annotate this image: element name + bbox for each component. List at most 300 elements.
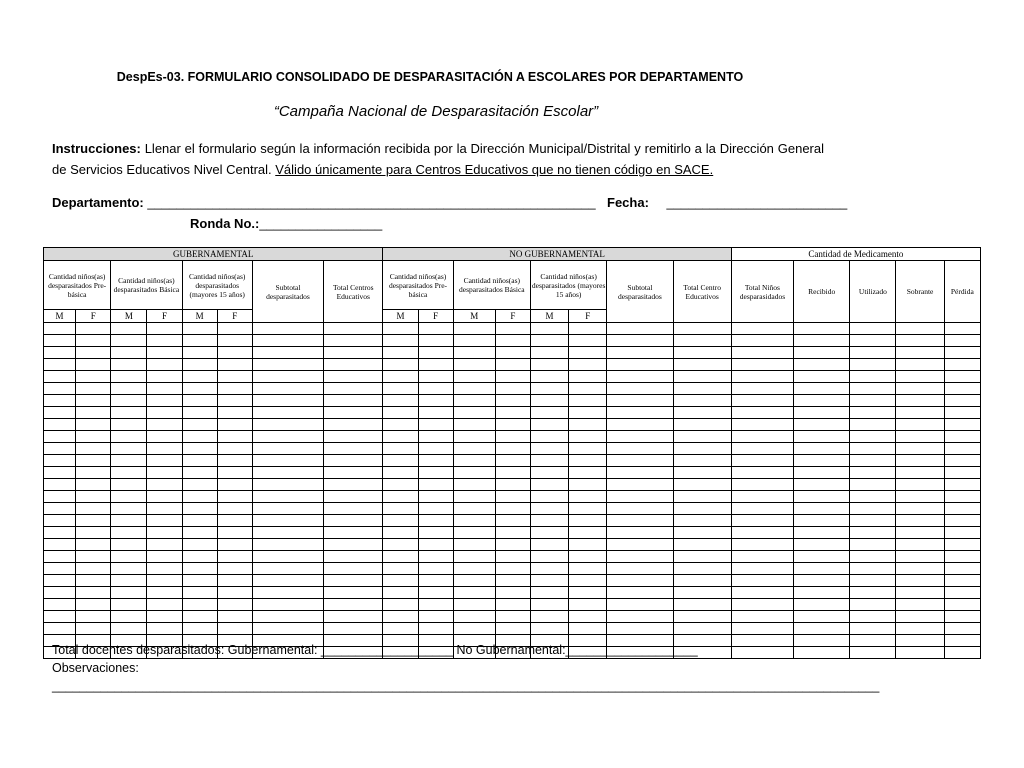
- table-cell[interactable]: [495, 467, 530, 479]
- table-cell[interactable]: [731, 587, 793, 599]
- table-cell[interactable]: [673, 491, 731, 503]
- table-cell[interactable]: [896, 611, 944, 623]
- table-cell[interactable]: [944, 551, 980, 563]
- table-cell[interactable]: [673, 395, 731, 407]
- table-cell[interactable]: [495, 335, 530, 347]
- table-cell[interactable]: [217, 335, 252, 347]
- table-cell[interactable]: [673, 599, 731, 611]
- table-cell[interactable]: [383, 587, 418, 599]
- table-cell[interactable]: [418, 611, 453, 623]
- table-cell[interactable]: [794, 431, 850, 443]
- table-cell[interactable]: [530, 407, 568, 419]
- table-cell[interactable]: [569, 467, 607, 479]
- table-cell[interactable]: [76, 491, 111, 503]
- table-cell[interactable]: [76, 575, 111, 587]
- table-cell[interactable]: [217, 479, 252, 491]
- table-cell[interactable]: [731, 347, 793, 359]
- table-cell[interactable]: [147, 419, 182, 431]
- table-cell[interactable]: [453, 575, 495, 587]
- table-cell[interactable]: [731, 503, 793, 515]
- table-cell[interactable]: [569, 479, 607, 491]
- table-cell[interactable]: [944, 611, 980, 623]
- table-cell[interactable]: [217, 599, 252, 611]
- table-cell[interactable]: [453, 587, 495, 599]
- table-cell[interactable]: [111, 539, 147, 551]
- table-cell[interactable]: [44, 599, 76, 611]
- table-cell[interactable]: [217, 575, 252, 587]
- table-cell[interactable]: [453, 515, 495, 527]
- table-cell[interactable]: [453, 347, 495, 359]
- table-cell[interactable]: [418, 467, 453, 479]
- table-cell[interactable]: [111, 407, 147, 419]
- table-cell[interactable]: [147, 431, 182, 443]
- table-cell[interactable]: [324, 443, 383, 455]
- table-cell[interactable]: [111, 599, 147, 611]
- table-cell[interactable]: [569, 587, 607, 599]
- table-cell[interactable]: [673, 383, 731, 395]
- table-cell[interactable]: [569, 491, 607, 503]
- table-cell[interactable]: [182, 347, 217, 359]
- table-cell[interactable]: [607, 515, 673, 527]
- table-cell[interactable]: [252, 599, 323, 611]
- table-cell[interactable]: [418, 443, 453, 455]
- table-cell[interactable]: [607, 359, 673, 371]
- table-cell[interactable]: [530, 371, 568, 383]
- table-cell[interactable]: [530, 395, 568, 407]
- table-cell[interactable]: [76, 551, 111, 563]
- table-cell[interactable]: [418, 419, 453, 431]
- table-cell[interactable]: [944, 527, 980, 539]
- table-cell[interactable]: [944, 563, 980, 575]
- table-cell[interactable]: [252, 431, 323, 443]
- table-cell[interactable]: [453, 407, 495, 419]
- table-cell[interactable]: [453, 467, 495, 479]
- table-cell[interactable]: [76, 563, 111, 575]
- table-cell[interactable]: [418, 431, 453, 443]
- table-cell[interactable]: [530, 587, 568, 599]
- table-cell[interactable]: [147, 515, 182, 527]
- table-cell[interactable]: [217, 419, 252, 431]
- table-cell[interactable]: [383, 539, 418, 551]
- table-cell[interactable]: [44, 407, 76, 419]
- table-cell[interactable]: [850, 563, 896, 575]
- table-cell[interactable]: [252, 563, 323, 575]
- table-cell[interactable]: [495, 347, 530, 359]
- table-cell[interactable]: [182, 479, 217, 491]
- table-cell[interactable]: [44, 611, 76, 623]
- table-cell[interactable]: [383, 527, 418, 539]
- table-cell[interactable]: [530, 575, 568, 587]
- table-cell[interactable]: [896, 635, 944, 647]
- table-cell[interactable]: [607, 623, 673, 635]
- table-cell[interactable]: [182, 527, 217, 539]
- table-cell[interactable]: [495, 479, 530, 491]
- table-cell[interactable]: [383, 479, 418, 491]
- table-cell[interactable]: [607, 479, 673, 491]
- table-cell[interactable]: [673, 431, 731, 443]
- table-cell[interactable]: [111, 551, 147, 563]
- table-cell[interactable]: [182, 587, 217, 599]
- table-cell[interactable]: [530, 455, 568, 467]
- table-cell[interactable]: [569, 431, 607, 443]
- table-cell[interactable]: [76, 623, 111, 635]
- table-cell[interactable]: [76, 515, 111, 527]
- table-cell[interactable]: [252, 611, 323, 623]
- table-cell[interactable]: [182, 515, 217, 527]
- table-cell[interactable]: [896, 467, 944, 479]
- table-cell[interactable]: [731, 539, 793, 551]
- table-cell[interactable]: [673, 323, 731, 335]
- table-cell[interactable]: [731, 383, 793, 395]
- table-cell[interactable]: [383, 335, 418, 347]
- table-cell[interactable]: [44, 431, 76, 443]
- table-cell[interactable]: [44, 491, 76, 503]
- table-cell[interactable]: [252, 479, 323, 491]
- observaciones-line[interactable]: _______________________________________________________________________________________________________________________: [52, 679, 880, 693]
- table-cell[interactable]: [794, 551, 850, 563]
- table-cell[interactable]: [530, 503, 568, 515]
- table-cell[interactable]: [324, 611, 383, 623]
- table-cell[interactable]: [896, 491, 944, 503]
- table-cell[interactable]: [731, 551, 793, 563]
- table-cell[interactable]: [383, 467, 418, 479]
- table-cell[interactable]: [418, 347, 453, 359]
- table-cell[interactable]: [217, 539, 252, 551]
- table-cell[interactable]: [383, 419, 418, 431]
- table-cell[interactable]: [896, 383, 944, 395]
- table-cell[interactable]: [453, 539, 495, 551]
- table-cell[interactable]: [850, 575, 896, 587]
- table-cell[interactable]: [383, 503, 418, 515]
- table-cell[interactable]: [495, 575, 530, 587]
- table-cell[interactable]: [896, 527, 944, 539]
- table-cell[interactable]: [182, 359, 217, 371]
- table-cell[interactable]: [324, 419, 383, 431]
- table-cell[interactable]: [147, 359, 182, 371]
- table-cell[interactable]: [418, 539, 453, 551]
- table-cell[interactable]: [44, 479, 76, 491]
- table-cell[interactable]: [383, 491, 418, 503]
- table-cell[interactable]: [182, 443, 217, 455]
- table-cell[interactable]: [944, 479, 980, 491]
- table-cell[interactable]: [607, 539, 673, 551]
- table-cell[interactable]: [217, 455, 252, 467]
- table-cell[interactable]: [44, 539, 76, 551]
- table-cell[interactable]: [111, 383, 147, 395]
- table-cell[interactable]: [111, 371, 147, 383]
- table-cell[interactable]: [44, 563, 76, 575]
- table-cell[interactable]: [530, 623, 568, 635]
- table-cell[interactable]: [569, 539, 607, 551]
- table-cell[interactable]: [252, 539, 323, 551]
- table-cell[interactable]: [673, 575, 731, 587]
- table-cell[interactable]: [182, 575, 217, 587]
- table-cell[interactable]: [896, 347, 944, 359]
- table-cell[interactable]: [794, 455, 850, 467]
- table-cell[interactable]: [731, 371, 793, 383]
- table-cell[interactable]: [182, 431, 217, 443]
- table-cell[interactable]: [794, 611, 850, 623]
- table-cell[interactable]: [850, 455, 896, 467]
- table-cell[interactable]: [324, 503, 383, 515]
- table-cell[interactable]: [607, 431, 673, 443]
- table-cell[interactable]: [147, 443, 182, 455]
- table-cell[interactable]: [607, 611, 673, 623]
- table-cell[interactable]: [111, 575, 147, 587]
- table-cell[interactable]: [495, 455, 530, 467]
- table-cell[interactable]: [850, 647, 896, 659]
- table-cell[interactable]: [794, 635, 850, 647]
- table-cell[interactable]: [896, 623, 944, 635]
- table-cell[interactable]: [453, 563, 495, 575]
- table-cell[interactable]: [252, 395, 323, 407]
- table-cell[interactable]: [252, 335, 323, 347]
- table-cell[interactable]: [217, 359, 252, 371]
- table-cell[interactable]: [944, 587, 980, 599]
- table-cell[interactable]: [453, 623, 495, 635]
- table-cell[interactable]: [569, 443, 607, 455]
- table-cell[interactable]: [607, 323, 673, 335]
- table-cell[interactable]: [944, 647, 980, 659]
- table-cell[interactable]: [44, 383, 76, 395]
- table-cell[interactable]: [495, 359, 530, 371]
- table-cell[interactable]: [453, 527, 495, 539]
- table-cell[interactable]: [182, 407, 217, 419]
- table-cell[interactable]: [252, 527, 323, 539]
- table-cell[interactable]: [731, 611, 793, 623]
- table-cell[interactable]: [495, 443, 530, 455]
- table-cell[interactable]: [944, 455, 980, 467]
- table-cell[interactable]: [324, 623, 383, 635]
- table-cell[interactable]: [530, 491, 568, 503]
- table-cell[interactable]: [569, 599, 607, 611]
- table-cell[interactable]: [530, 563, 568, 575]
- table-cell[interactable]: [453, 491, 495, 503]
- table-cell[interactable]: [569, 515, 607, 527]
- table-cell[interactable]: [850, 479, 896, 491]
- table-cell[interactable]: [607, 575, 673, 587]
- table-cell[interactable]: [850, 359, 896, 371]
- table-cell[interactable]: [673, 443, 731, 455]
- table-cell[interactable]: [569, 359, 607, 371]
- table-cell[interactable]: [495, 323, 530, 335]
- table-cell[interactable]: [944, 599, 980, 611]
- table-cell[interactable]: [147, 455, 182, 467]
- table-cell[interactable]: [944, 635, 980, 647]
- table-cell[interactable]: [217, 491, 252, 503]
- table-cell[interactable]: [453, 359, 495, 371]
- table-cell[interactable]: [850, 323, 896, 335]
- table-cell[interactable]: [569, 347, 607, 359]
- table-cell[interactable]: [383, 323, 418, 335]
- table-cell[interactable]: [530, 539, 568, 551]
- table-cell[interactable]: [217, 515, 252, 527]
- table-cell[interactable]: [731, 407, 793, 419]
- table-cell[interactable]: [147, 467, 182, 479]
- table-cell[interactable]: [896, 479, 944, 491]
- table-cell[interactable]: [324, 395, 383, 407]
- table-cell[interactable]: [607, 599, 673, 611]
- table-cell[interactable]: [418, 383, 453, 395]
- table-cell[interactable]: [383, 599, 418, 611]
- fecha-blank[interactable]: _________________________: [666, 195, 848, 210]
- table-cell[interactable]: [530, 599, 568, 611]
- table-cell[interactable]: [217, 443, 252, 455]
- table-cell[interactable]: [673, 467, 731, 479]
- table-cell[interactable]: [944, 419, 980, 431]
- table-cell[interactable]: [896, 335, 944, 347]
- table-cell[interactable]: [495, 551, 530, 563]
- table-cell[interactable]: [607, 491, 673, 503]
- table-cell[interactable]: [896, 431, 944, 443]
- table-cell[interactable]: [607, 371, 673, 383]
- table-cell[interactable]: [569, 563, 607, 575]
- table-cell[interactable]: [453, 503, 495, 515]
- table-cell[interactable]: [217, 503, 252, 515]
- table-cell[interactable]: [850, 419, 896, 431]
- table-cell[interactable]: [111, 515, 147, 527]
- table-cell[interactable]: [76, 455, 111, 467]
- table-cell[interactable]: [495, 407, 530, 419]
- table-cell[interactable]: [530, 431, 568, 443]
- table-cell[interactable]: [453, 551, 495, 563]
- table-cell[interactable]: [731, 635, 793, 647]
- table-cell[interactable]: [673, 539, 731, 551]
- table-cell[interactable]: [944, 623, 980, 635]
- table-cell[interactable]: [44, 551, 76, 563]
- table-cell[interactable]: [217, 323, 252, 335]
- table-cell[interactable]: [673, 563, 731, 575]
- table-cell[interactable]: [76, 419, 111, 431]
- table-cell[interactable]: [324, 407, 383, 419]
- table-cell[interactable]: [530, 515, 568, 527]
- table-cell[interactable]: [76, 467, 111, 479]
- table-cell[interactable]: [44, 503, 76, 515]
- table-cell[interactable]: [76, 479, 111, 491]
- table-cell[interactable]: [111, 335, 147, 347]
- table-cell[interactable]: [944, 443, 980, 455]
- table-cell[interactable]: [324, 527, 383, 539]
- table-cell[interactable]: [896, 599, 944, 611]
- table-cell[interactable]: [794, 407, 850, 419]
- table-cell[interactable]: [252, 419, 323, 431]
- table-cell[interactable]: [794, 335, 850, 347]
- table-cell[interactable]: [673, 407, 731, 419]
- table-cell[interactable]: [182, 395, 217, 407]
- table-cell[interactable]: [569, 503, 607, 515]
- table-cell[interactable]: [607, 587, 673, 599]
- docentes-line[interactable]: Total docentes desparasitados: Gubernamental: ___________________ No Gubernamental:___________________: [52, 643, 698, 657]
- table-cell[interactable]: [76, 407, 111, 419]
- table-cell[interactable]: [673, 515, 731, 527]
- table-cell[interactable]: [794, 395, 850, 407]
- table-cell[interactable]: [418, 575, 453, 587]
- table-cell[interactable]: [182, 371, 217, 383]
- table-cell[interactable]: [44, 371, 76, 383]
- table-cell[interactable]: [453, 455, 495, 467]
- table-cell[interactable]: [383, 563, 418, 575]
- table-cell[interactable]: [217, 611, 252, 623]
- table-cell[interactable]: [383, 575, 418, 587]
- table-cell[interactable]: [453, 599, 495, 611]
- table-cell[interactable]: [383, 443, 418, 455]
- table-cell[interactable]: [944, 335, 980, 347]
- table-cell[interactable]: [569, 551, 607, 563]
- table-cell[interactable]: [731, 395, 793, 407]
- departamento-blank[interactable]: ______________________________________________________________: [147, 195, 596, 210]
- table-cell[interactable]: [76, 587, 111, 599]
- table-cell[interactable]: [569, 323, 607, 335]
- table-cell[interactable]: [383, 431, 418, 443]
- table-cell[interactable]: [44, 335, 76, 347]
- table-cell[interactable]: [530, 359, 568, 371]
- table-cell[interactable]: [76, 443, 111, 455]
- table-cell[interactable]: [673, 587, 731, 599]
- table-cell[interactable]: [324, 515, 383, 527]
- table-cell[interactable]: [569, 575, 607, 587]
- table-cell[interactable]: [324, 335, 383, 347]
- table-cell[interactable]: [111, 395, 147, 407]
- table-cell[interactable]: [944, 347, 980, 359]
- table-cell[interactable]: [607, 347, 673, 359]
- table-cell[interactable]: [896, 503, 944, 515]
- table-cell[interactable]: [794, 539, 850, 551]
- table-cell[interactable]: [182, 323, 217, 335]
- table-cell[interactable]: [794, 623, 850, 635]
- table-cell[interactable]: [530, 347, 568, 359]
- table-cell[interactable]: [896, 575, 944, 587]
- table-cell[interactable]: [147, 335, 182, 347]
- table-cell[interactable]: [794, 323, 850, 335]
- table-cell[interactable]: [495, 491, 530, 503]
- table-cell[interactable]: [383, 515, 418, 527]
- table-cell[interactable]: [731, 623, 793, 635]
- table-cell[interactable]: [217, 371, 252, 383]
- table-cell[interactable]: [383, 455, 418, 467]
- table-cell[interactable]: [530, 551, 568, 563]
- table-cell[interactable]: [418, 359, 453, 371]
- table-cell[interactable]: [44, 623, 76, 635]
- table-cell[interactable]: [111, 611, 147, 623]
- fecha-field[interactable]: [607, 195, 847, 210]
- table-cell[interactable]: [252, 371, 323, 383]
- table-cell[interactable]: [111, 359, 147, 371]
- table-cell[interactable]: [44, 575, 76, 587]
- table-cell[interactable]: [731, 323, 793, 335]
- table-cell[interactable]: [944, 515, 980, 527]
- table-cell[interactable]: [673, 503, 731, 515]
- table-cell[interactable]: [76, 395, 111, 407]
- table-cell[interactable]: [731, 515, 793, 527]
- table-cell[interactable]: [607, 563, 673, 575]
- table-cell[interactable]: [731, 527, 793, 539]
- table-cell[interactable]: [182, 467, 217, 479]
- table-cell[interactable]: [495, 395, 530, 407]
- table-cell[interactable]: [794, 443, 850, 455]
- table-cell[interactable]: [182, 335, 217, 347]
- table-cell[interactable]: [252, 347, 323, 359]
- table-cell[interactable]: [453, 419, 495, 431]
- table-cell[interactable]: [850, 527, 896, 539]
- table-cell[interactable]: [495, 611, 530, 623]
- table-cell[interactable]: [731, 455, 793, 467]
- table-cell[interactable]: [731, 359, 793, 371]
- table-cell[interactable]: [944, 491, 980, 503]
- table-cell[interactable]: [731, 575, 793, 587]
- table-cell[interactable]: [111, 419, 147, 431]
- table-cell[interactable]: [44, 455, 76, 467]
- table-cell[interactable]: [569, 407, 607, 419]
